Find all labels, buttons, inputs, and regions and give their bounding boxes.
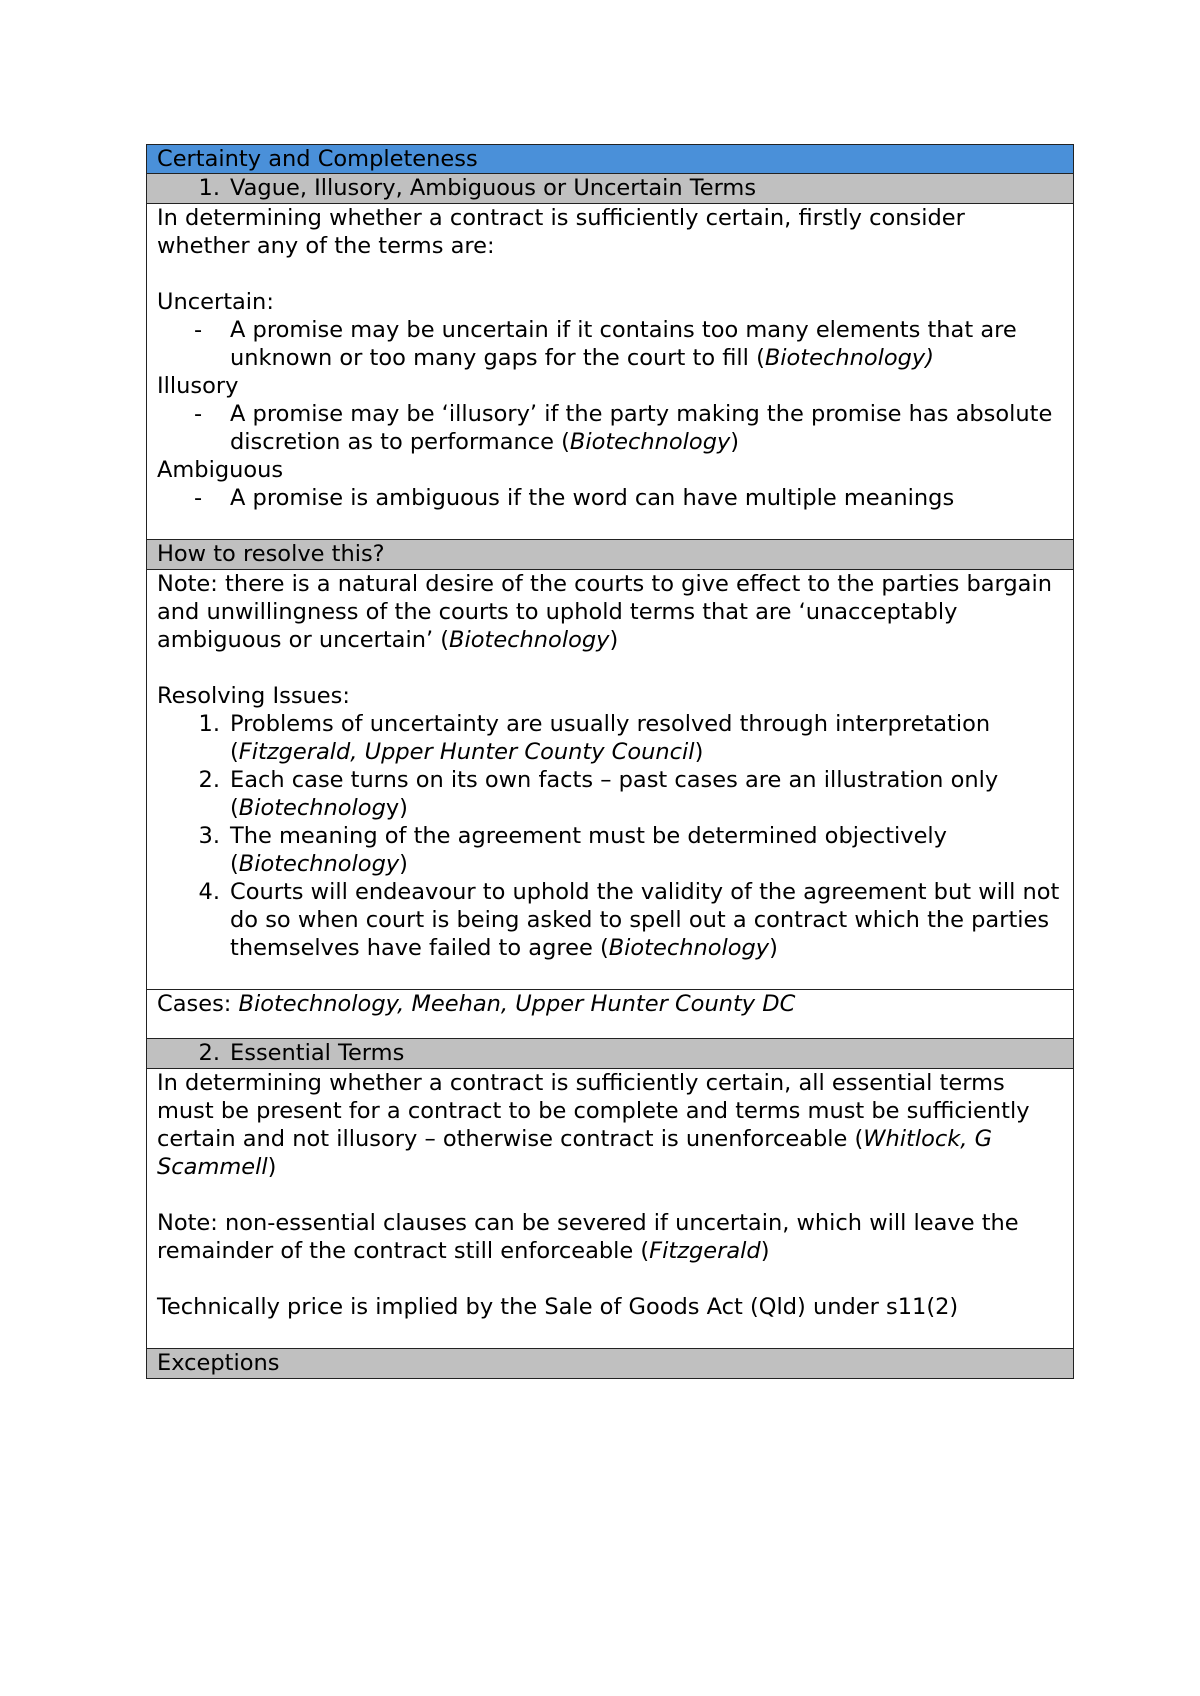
item-end: y)	[385, 795, 408, 821]
item-number: 3.	[198, 823, 220, 849]
severance-note	[157, 1209, 1063, 1265]
section-1-intro: In determining whether a contract is sufficiently certain, firstly consider whether any of the terms are:	[157, 205, 965, 259]
ambiguous-bullet-text: A promise is ambiguous if the word can have multiple meanings	[230, 485, 955, 511]
para-citation: Fitzgerald	[649, 1238, 761, 1264]
resolving-item-3	[157, 822, 1063, 878]
section-1-heading	[147, 174, 1074, 204]
ambiguous-label: Ambiguous	[157, 457, 284, 483]
document-title: Certainty and Completeness	[147, 145, 1074, 174]
section-2-body	[147, 1069, 1074, 1349]
item-text: Each case turns on its own facts – past cases are an illustration only (	[230, 767, 999, 821]
illusory-bullet-end: )	[730, 429, 740, 455]
cases-label: Cases:	[157, 991, 239, 1017]
section-1-heading-text: Vague, Illusory, Ambiguous or Uncertain Terms	[230, 175, 757, 201]
resolve-note-end: )	[609, 627, 619, 653]
section-2-number: 2.	[198, 1040, 220, 1066]
illusory-label: Illusory	[157, 373, 239, 399]
item-number: 2.	[198, 767, 220, 793]
section-2-heading-row	[147, 1039, 1074, 1069]
bullet-mark: -	[194, 485, 203, 511]
spacer	[157, 654, 1063, 682]
section-2-body-row	[147, 1069, 1074, 1349]
para-end: )	[267, 1154, 277, 1180]
price-note: Technically price is implied by the Sale of Goods Act (Qld) under s11(2)	[157, 1294, 959, 1320]
exceptions-heading-row	[147, 1349, 1074, 1379]
illusory-bullet-text: A promise may be ‘illusory’ if the party making the promise has absolute discretion as to performance (	[230, 401, 1053, 455]
spacer	[157, 1181, 1063, 1209]
section-2-heading-text: Essential Terms	[230, 1040, 405, 1066]
spacer	[157, 1265, 1063, 1293]
para-text: Note: non-essential clauses can be severed if uncertain, which will leave the remainder of the contract still enforceable (	[157, 1210, 1019, 1264]
item-text: Courts will endeavour to uphold the validity of the agreement but will not do so when court is being asked to spell out a contract which the parties themselves have failed to agree (	[230, 879, 1060, 961]
title-row	[147, 145, 1074, 174]
cases-cell	[147, 990, 1074, 1039]
cases-list: Biotechnology, Meehan, Upper Hunter County DC	[238, 991, 796, 1017]
resolve-note-citation: Biotechnology	[449, 627, 610, 653]
item-end: )	[769, 935, 778, 961]
spacer	[157, 260, 1063, 288]
resolve-body-row	[147, 570, 1074, 990]
essential-terms-para	[157, 1069, 1063, 1181]
section-1-heading-row	[147, 174, 1074, 204]
item-citation: Biotechnology	[608, 935, 770, 961]
section-1-body	[147, 204, 1074, 540]
item-text: Problems of uncertainty are usually resolved through interpretation (	[230, 711, 991, 765]
bullet-mark: -	[194, 401, 203, 427]
para-text: In determining whether a contract is sufficiently certain, all essential terms must be present for a contract to be complete and terms must be sufficiently certain and not illusory – otherwise contract is unenforceable (	[157, 1070, 1030, 1152]
item-citation: Biotechnolog	[238, 795, 386, 821]
cases-row	[147, 990, 1074, 1039]
resolve-body	[147, 570, 1074, 990]
uncertain-bullet	[157, 316, 1063, 372]
resolve-note-text: Note: there is a natural desire of the courts to give effect to the parties bargain and unwillingness of the courts to uphold terms that are ‘unacceptably ambiguous or uncertain’ (	[157, 571, 1052, 653]
item-citation: Biotechnology	[238, 851, 400, 877]
resolve-heading: How to resolve this?	[147, 540, 1074, 570]
resolve-heading-row	[147, 540, 1074, 570]
item-end: )	[399, 851, 408, 877]
uncertain-label: Uncertain:	[157, 289, 274, 315]
section-1-number: 1.	[198, 175, 220, 201]
uncertain-bullet-text: A promise may be uncertain if it contains too many elements that are unknown or too many gaps for the court to fill (	[230, 317, 1017, 371]
resolve-note	[157, 570, 1063, 654]
resolving-issues-label: Resolving Issues:	[157, 683, 350, 709]
item-number: 4.	[198, 879, 220, 905]
item-end: )	[694, 739, 704, 765]
resolving-item-4	[157, 878, 1063, 962]
ambiguous-bullet	[157, 484, 1063, 512]
para-end: )	[760, 1238, 770, 1264]
item-number: 1.	[198, 711, 220, 737]
illusory-bullet-citation: Biotechnology	[569, 429, 731, 455]
item-citation: Fitzgerald, Upper Hunter County Council	[238, 739, 695, 765]
bullet-mark: -	[194, 317, 203, 343]
notes-table	[146, 144, 1074, 1379]
section-2-heading	[147, 1039, 1074, 1069]
item-text: The meaning of the agreement must be determined objectively (	[230, 823, 947, 877]
exceptions-heading: Exceptions	[147, 1349, 1074, 1379]
uncertain-bullet-citation: Biotechnology)	[764, 345, 935, 371]
resolving-item-1	[157, 710, 1063, 766]
para-citation: Whitlock, G Scammell	[157, 1126, 993, 1180]
resolving-item-2	[157, 766, 1063, 822]
illusory-bullet	[157, 400, 1063, 456]
section-1-body-row	[147, 204, 1074, 540]
